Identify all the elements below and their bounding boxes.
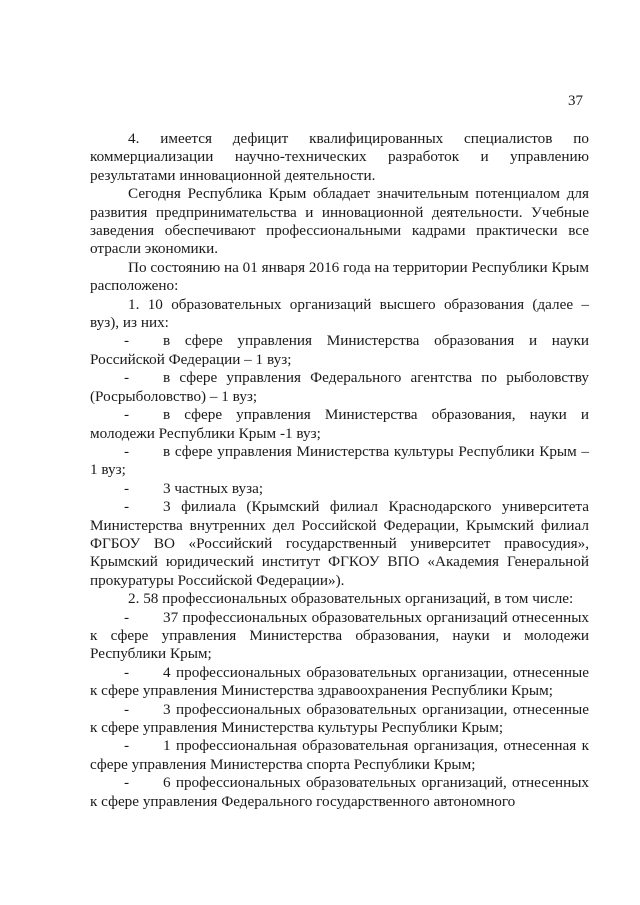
paragraph-status: По состоянию на 01 января 2016 года на территории Республики Крым расположено: (90, 258, 589, 295)
list-item: - в сфере управления Министерства культуры Республики Крым – 1 вуз; (90, 442, 589, 479)
list-item: - 1 профессиональная образовательная организация, отнесенная к сфере управления Министерства спорта Республики Крым; (90, 737, 589, 773)
list-item: - в сфере управления Министерства образования, науки и молодежи Республики Крым -1 вуз; (90, 406, 589, 442)
dash-marker: - (124, 700, 130, 718)
paragraph-shortage: 4. имеется дефицит квалифицированных специалистов по коммерциализации научно-технических разработок и управлению результатами инновационной деятельности. (90, 130, 589, 184)
page-number: 37 (568, 93, 583, 109)
document-body (90, 130, 589, 811)
list-item: - 3 филиала (Крымский филиал Краснодарского университета Министерства внутренних дел Российской Федерации, Крымский филиал ФГБОУ ВО «Российский государственный университет правосудия», Крымский юридический институт ФГКОУ ВПО «Академия Генеральной прокуратуры Российской Федерации»). (90, 498, 589, 589)
dash-marker: - (124, 442, 130, 460)
higher-education-list (90, 332, 589, 590)
paragraph-professional-education: 2. 58 профессиональных образовательных организаций, в том числе: (128, 590, 574, 608)
dash-marker: - (124, 663, 130, 681)
dash-marker: - (124, 774, 130, 792)
list-item: - 3 частных вуза; (124, 479, 264, 497)
paragraph-higher-education: 1. 10 образовательных организаций высшего образования (далее – вуз), из них: (90, 295, 589, 332)
professional-education-list (90, 609, 589, 811)
dash-marker: - (124, 737, 130, 755)
dash-marker: - (124, 498, 130, 516)
list-item: - 3 профессиональных образовательных организации, отнесенные к сфере управления Министерства культуры Республики Крым; (90, 700, 589, 736)
list-item: - 6 профессиональных образовательных организаций, отнесенных к сфере управления Федерального государственного автономного (90, 774, 589, 810)
list-item: - 4 профессиональных образовательных организации, отнесенные к сфере управления Министерства здравоохранения Республики Крым; (90, 663, 589, 700)
dash-marker: - (124, 608, 130, 626)
dash-marker: - (124, 369, 130, 387)
list-item: - в сфере управления Министерства образования и науки Российской Федерации – 1 вуз; (90, 332, 589, 368)
dash-marker: - (124, 479, 130, 497)
dash-marker: - (124, 332, 130, 350)
paragraph-potential: Сегодня Республика Крым обладает значительным потенциалом для развития предпринимательства и инновационной деятельности. Учебные заведения обеспечивают профессиональными кадрами практически все отрасли экономики. (90, 185, 589, 258)
list-item: - в сфере управления Федерального агентства по рыболовству (Росрыболовство) – 1 вуз; (90, 369, 589, 405)
dash-marker: - (124, 406, 130, 424)
list-item: - 37 профессиональных образовательных организаций отнесенных к сфере управления Министерства образования, науки и молодежи Республики Крым; (90, 608, 589, 663)
